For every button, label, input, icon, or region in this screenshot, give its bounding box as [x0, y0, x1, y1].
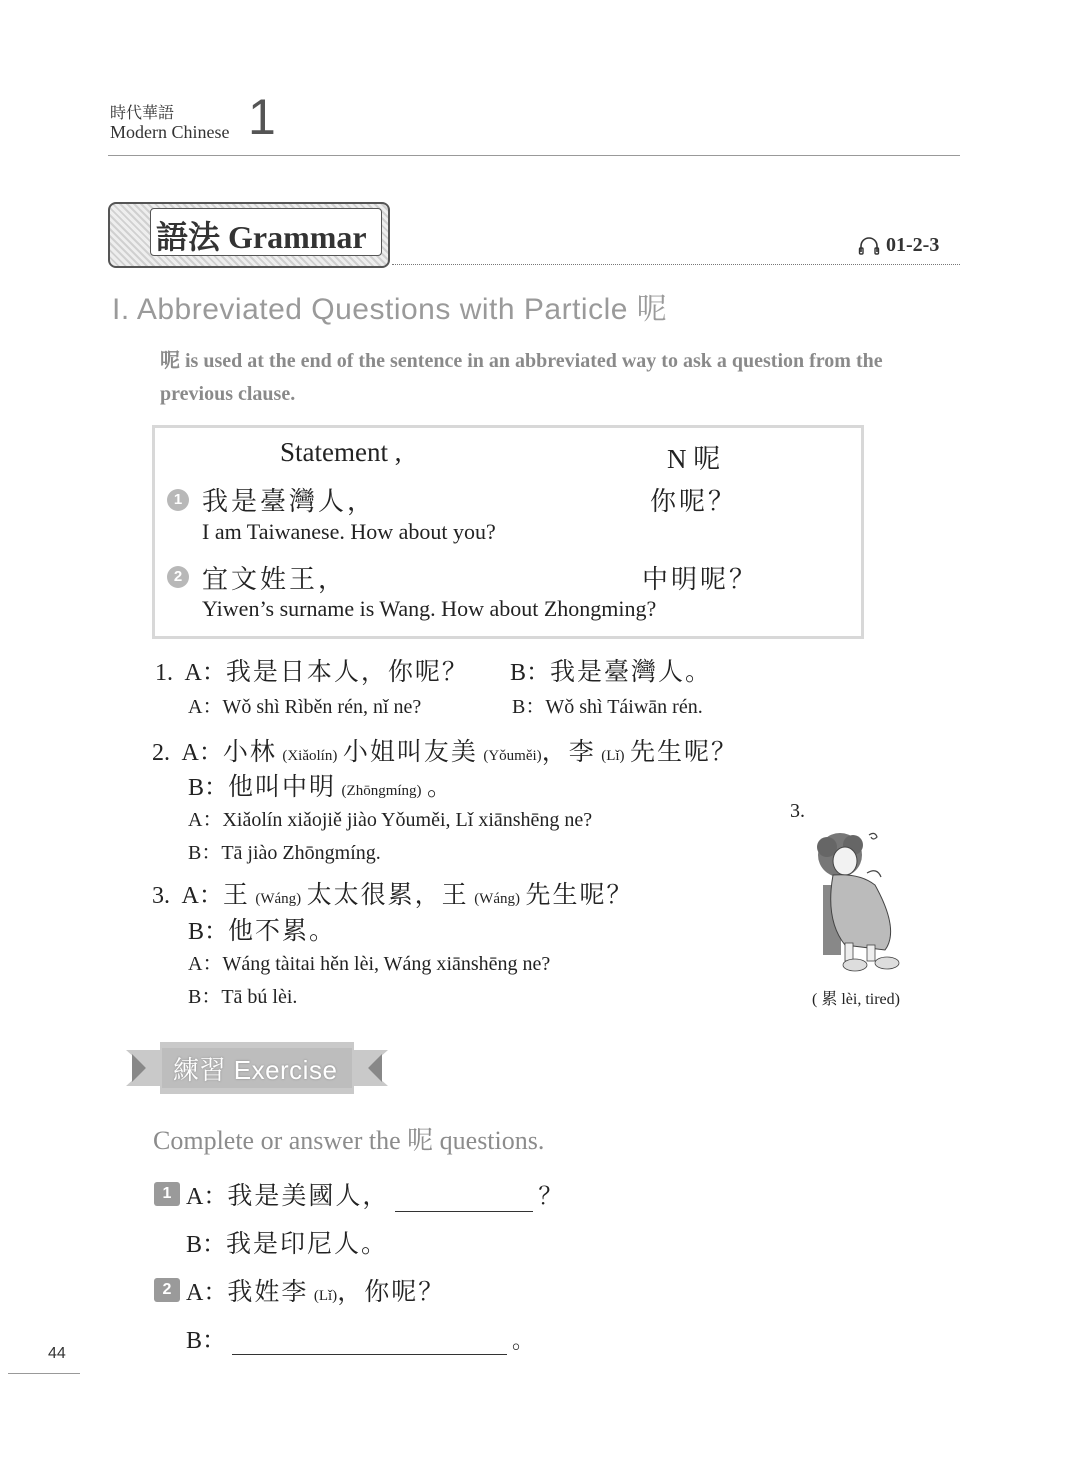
speaker-a-label: A： — [181, 740, 223, 766]
speaker-a-chinese: ，你呢？ — [337, 1279, 446, 1306]
pattern-header-question: N 呢 — [667, 444, 721, 474]
exercise-2-a — [186, 1272, 445, 1308]
exercise-banner-label: 練習 Exercise — [173, 1055, 338, 1085]
example-3-a — [152, 875, 634, 911]
speaker-a-chinese: 先生呢？ — [525, 882, 634, 909]
speaker-b-label: B： — [186, 1328, 227, 1354]
speaker-b-label: B： — [510, 660, 551, 686]
pinyin-gloss: (Xiǎolín) — [282, 748, 338, 764]
example-2-b — [188, 767, 454, 803]
speaker-b-chinese: 我是印尼人。 — [226, 1231, 389, 1258]
example-2-b-pinyin: B：Tā jiào Zhōngmíng. — [188, 842, 381, 864]
speaker-a-chinese: 王 — [222, 882, 250, 909]
example-3-b-pinyin: B：Tā bú lèi. — [188, 986, 298, 1008]
example-1-a-pinyin: A：Wǒ shì Rìběn rén, nǐ ne? — [188, 696, 422, 718]
header-divider — [108, 155, 960, 156]
pinyin-gloss: (Zhōngmíng) — [341, 783, 422, 799]
exercise-1-b — [186, 1224, 388, 1260]
book-title-chinese: 時代華語 — [110, 105, 175, 122]
speaker-b-chinese: 。 — [427, 774, 455, 801]
example-1-b — [510, 652, 712, 688]
illustration-caption: ( 累 lèi, tired) — [812, 991, 900, 1008]
answer-blank[interactable] — [232, 1332, 507, 1355]
example-1 — [155, 652, 469, 688]
pattern-header-statement: Statement , — [280, 437, 402, 467]
speaker-a-chinese: ，李 — [541, 739, 596, 766]
pattern-example-question: 你呢？ — [650, 487, 738, 516]
pattern-example-question: 中明呢？ — [642, 565, 759, 594]
speaker-a-chinese: 小林 — [222, 739, 277, 766]
example-3-a-pinyin: A：Wáng tàitai hěn lèi, Wáng xiānshēng ne? — [188, 953, 551, 975]
exercise-1-a — [186, 1176, 562, 1212]
speaker-a-chinese: 小姐叫友美 — [342, 739, 478, 766]
section-title: I. Abbreviated Questions with Particle 呢 — [112, 293, 668, 326]
section-description: 呢 is used at the end of the sentence in an abbreviated way to ask a question from the previous clause. — [160, 350, 883, 405]
page-number-rule — [8, 1373, 80, 1374]
pinyin-gloss: (Yǒuměi) — [483, 748, 542, 764]
pinyin-gloss: (Wáng) — [255, 891, 302, 907]
page-number: 44 — [48, 1345, 66, 1362]
speaker-b-label: B： — [188, 919, 229, 945]
example-1-b-pinyin: B：Wǒ shì Táiwān rén. — [512, 696, 703, 718]
speaker-a-label: A： — [186, 1280, 228, 1306]
speaker-b-chinese: 他叫中明 — [228, 774, 337, 801]
example-3-b — [188, 911, 336, 947]
exercise-instruction: Complete or answer the 呢 questions. — [153, 1126, 545, 1155]
volume-number: 1 — [248, 89, 276, 145]
headphones-icon — [858, 236, 880, 256]
example-2-a-pinyin: A：Xiǎolín xiǎojiě jiào Yǒuměi, Lǐ xiānshēng ne? — [188, 809, 593, 831]
question-mark: ？ — [538, 1184, 563, 1210]
illustration-number: 3. — [790, 800, 805, 822]
full-stop: 。 — [512, 1328, 535, 1353]
audio-track[interactable] — [858, 234, 939, 257]
audio-track-number: 01-2-3 — [886, 234, 940, 256]
speaker-a-chinese: 我姓李 — [227, 1279, 309, 1306]
exercise-item-number: 2 — [154, 1278, 180, 1302]
example-number: 3. — [152, 883, 170, 909]
example-2-a — [152, 732, 738, 768]
pinyin-gloss: (Lǐ) — [601, 748, 625, 764]
speaker-a-label: A： — [184, 660, 226, 686]
answer-blank[interactable] — [395, 1189, 533, 1212]
grammar-dotted-rule — [392, 264, 960, 265]
speaker-a-chinese: 先生呢？ — [630, 739, 739, 766]
speaker-b-chinese: 我是臺灣人。 — [550, 659, 713, 686]
grammar-banner-label: 語法 Grammar — [156, 219, 367, 255]
speaker-a-chinese: 我是美國人， — [227, 1183, 390, 1210]
speaker-a-label: A： — [186, 1184, 228, 1210]
speaker-b-label: B： — [186, 1232, 227, 1258]
book-title-english: Modern Chinese — [110, 122, 230, 142]
pinyin-gloss: (Wáng) — [474, 891, 520, 907]
tired-woman-illustration — [805, 825, 910, 975]
speaker-a-label: A： — [181, 883, 223, 909]
exercise-2-b — [186, 1320, 534, 1355]
speaker-a-chinese: 太太很累，王 — [306, 882, 469, 909]
pattern-example-statement: 我是臺灣人， — [202, 487, 377, 516]
speaker-b-label: B： — [188, 775, 229, 801]
pattern-example-statement: 宜文姓王， — [202, 565, 348, 594]
example-number: 1. — [155, 660, 173, 686]
speaker-b-chinese: 他不累。 — [228, 918, 337, 945]
pattern-example-english: I am Taiwanese. How about you? — [202, 519, 496, 544]
exercise-item-number: 1 — [154, 1182, 180, 1206]
pattern-example-number: 1 — [167, 489, 189, 511]
pinyin-gloss: (Lǐ) — [313, 1288, 338, 1304]
pattern-example-number: 2 — [167, 566, 189, 588]
pattern-example-english: Yiwen’s surname is Wang. How about Zhongming? — [202, 596, 657, 621]
example-number: 2. — [152, 740, 170, 766]
speaker-a-chinese: 我是日本人，你呢？ — [225, 659, 469, 686]
